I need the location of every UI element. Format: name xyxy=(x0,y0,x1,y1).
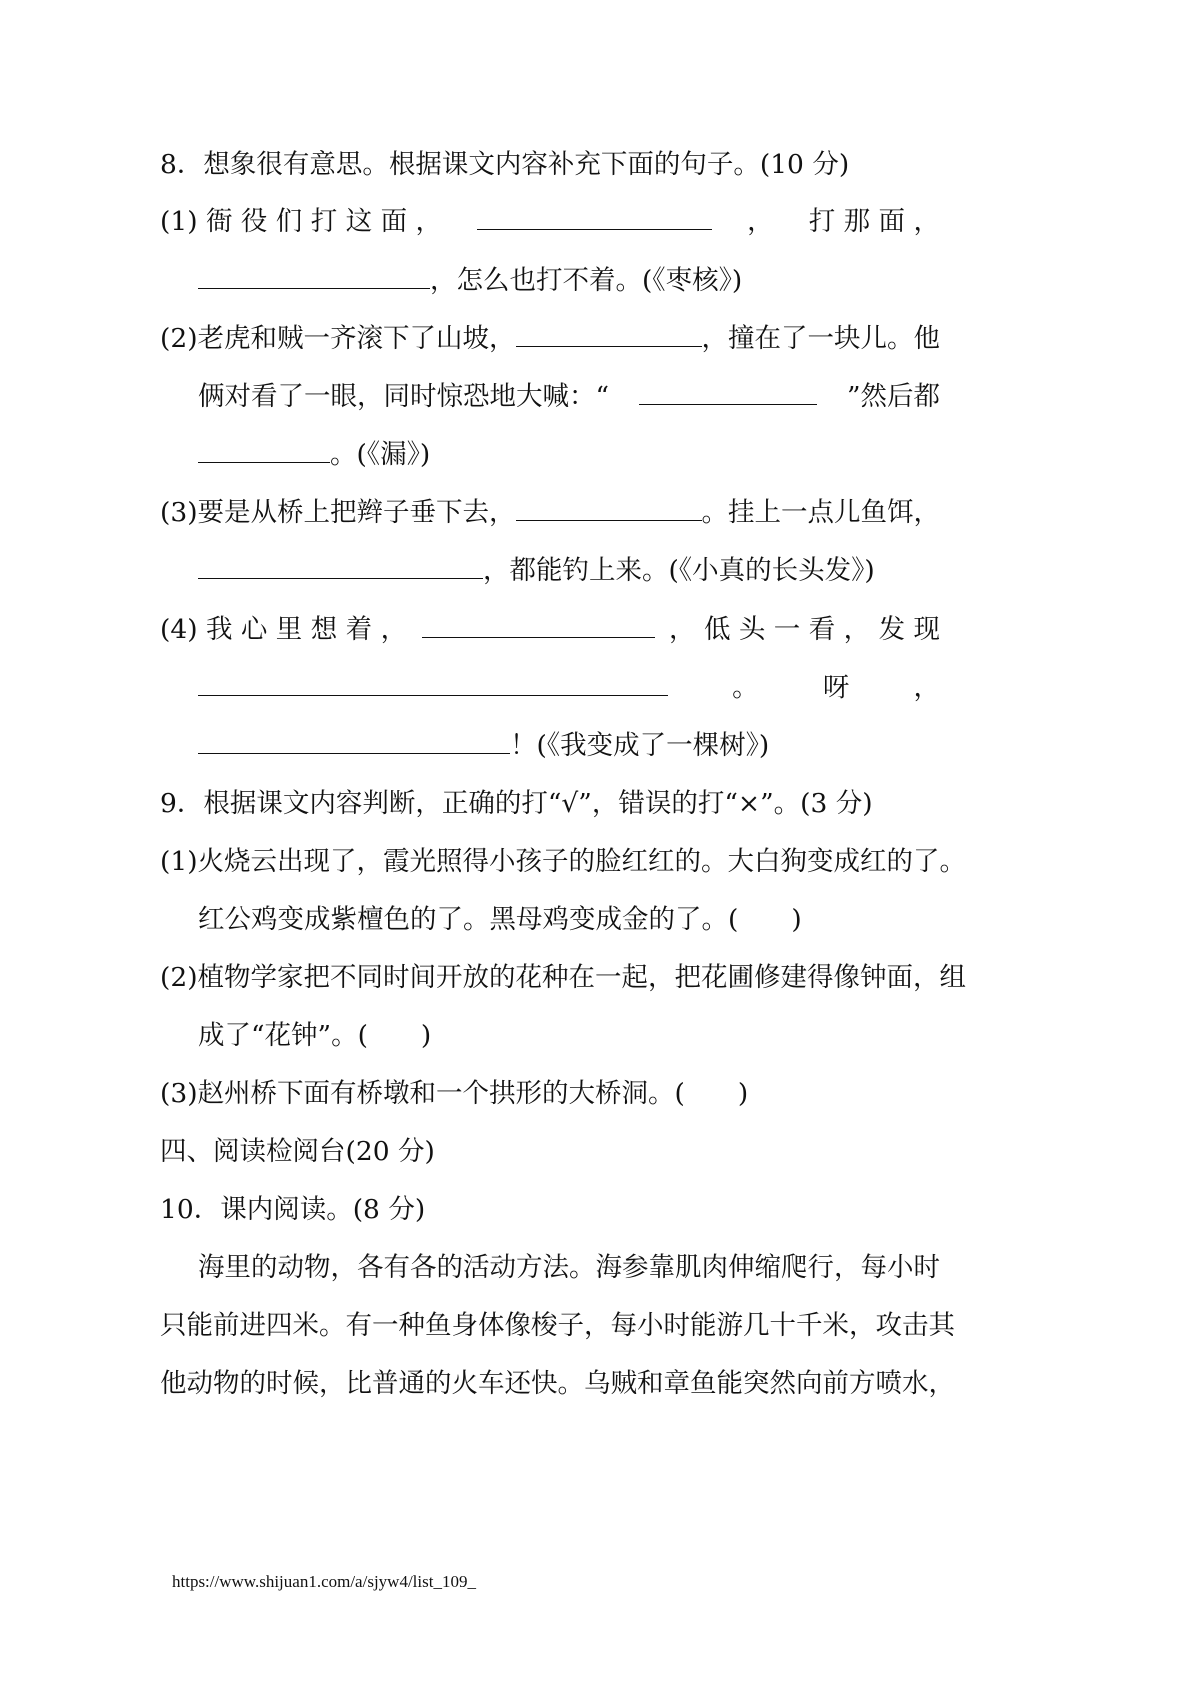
q8-1-blank-2[interactable] xyxy=(198,264,430,289)
q8-4-text-c: 。 xyxy=(732,672,759,703)
q9-item-1-text-a: (1)火烧云出现了，霞光照得小孩子的脸红红的。大白狗变成红的了。 xyxy=(160,846,967,877)
q9-item-3-text: (3)赵州桥下面有桥墩和一个拱形的大桥洞。( ) xyxy=(160,1078,749,1109)
q9-item-2-line-2 xyxy=(198,1019,431,1053)
q8-4-text-a: (4) 我 心 里 想 着 ， xyxy=(160,614,408,645)
q8-1-text-d: ，怎么也打不着。(《枣核》) xyxy=(430,265,743,296)
q8-item-4-line-1 xyxy=(160,613,940,647)
section-4-title-text: 四、阅读检阅台(20 分) xyxy=(160,1136,435,1167)
q8-4-text-d: 呀 xyxy=(822,672,850,703)
q8-item-1-line-1 xyxy=(160,205,940,239)
q8-4-blank-3[interactable] xyxy=(198,729,510,754)
q8-2-blank-2[interactable] xyxy=(639,380,817,405)
question-9-title-text: 9．根据课文内容判断，正确的打“√”，错误的打“×”。(3 分) xyxy=(160,788,873,819)
q8-4-blank-2[interactable] xyxy=(198,671,668,696)
passage-line-1-text: 海里的动物，各有各的活动方法。海参靠肌肉伸缩爬行，每小时 xyxy=(198,1252,940,1283)
q8-item-2-line-2 xyxy=(198,380,940,414)
q8-4-text-e: ， xyxy=(913,672,940,703)
q8-3-text-a: (3)要是从桥上把辫子垂下去， xyxy=(160,497,516,528)
footer-url-text: https://www.shijuan1.com/a/sjyw4/list_109_ xyxy=(172,1572,476,1591)
q8-2-blank-3[interactable] xyxy=(198,438,330,463)
q8-1-text-b: ， xyxy=(747,206,774,237)
q8-3-blank-2[interactable] xyxy=(198,554,483,579)
q9-item-2-line-1 xyxy=(160,961,966,995)
q8-3-text-c: ，都能钓上来。(《小真的长头发》) xyxy=(483,555,875,586)
section-4-title xyxy=(160,1135,435,1169)
q8-1-blank-1[interactable] xyxy=(477,205,712,230)
q8-item-4-line-3 xyxy=(198,729,769,763)
q9-item-3 xyxy=(160,1077,748,1111)
q9-item-2-text-a: (2)植物学家把不同时间开放的花种在一起，把花圃修建得像钟面，组 xyxy=(160,962,967,993)
question-8-title-text: 8．想象很有意思。根据课文内容补充下面的句子。(10 分) xyxy=(160,149,850,180)
question-10-title xyxy=(160,1193,425,1227)
q8-1-text-a: (1) 衙 役 们 打 这 面 ， xyxy=(160,206,443,237)
q8-2-text-a: (2)老虎和贼一齐滚下了山坡， xyxy=(160,323,516,354)
q8-item-2-line-3 xyxy=(198,438,430,472)
q8-2-text-e: 。(《漏》) xyxy=(330,439,431,470)
q8-4-text-f: ！(《我变成了一棵树》) xyxy=(510,730,770,761)
question-9-title xyxy=(160,787,873,821)
q8-4-blank-1[interactable] xyxy=(422,613,655,638)
question-8-title xyxy=(160,148,849,182)
q8-4-text-b: ， 低 头 一 看 ， 发 现 xyxy=(669,614,940,645)
q8-3-blank-1[interactable] xyxy=(516,496,702,521)
passage-line-3-text: 他动物的时候，比普通的火车还快。乌贼和章鱼能突然向前方喷水， xyxy=(160,1368,955,1399)
q8-2-text-d: ”然后都 xyxy=(846,381,940,412)
q8-3-text-b: 。挂上一点儿鱼饵， xyxy=(701,497,940,528)
q8-item-1-line-2 xyxy=(198,264,742,298)
q9-item-1-text-b: 红公鸡变成紫檀色的了。黑母鸡变成金的了。( ) xyxy=(198,904,802,935)
q8-item-3-line-2 xyxy=(198,554,875,588)
q8-item-3-line-1 xyxy=(160,496,940,530)
q8-1-text-c: 打 那 面 ， xyxy=(808,206,940,237)
q9-item-2-text-b: 成了“花钟”。( ) xyxy=(198,1020,432,1051)
q8-2-text-c: 俩对看了一眼，同时惊恐地大喊：“ xyxy=(198,381,610,412)
q8-2-text-b: ，撞在了一块儿。他 xyxy=(701,323,940,354)
passage-line-1 xyxy=(198,1251,940,1285)
passage-line-3 xyxy=(160,1367,955,1401)
passage-line-2 xyxy=(160,1309,955,1343)
question-10-title-text: 10．课内阅读。(8 分) xyxy=(160,1194,426,1225)
q9-item-1-line-2 xyxy=(198,903,802,937)
q9-item-1-line-1 xyxy=(160,845,966,879)
q8-item-4-line-2 xyxy=(198,671,940,705)
footer-url[interactable] xyxy=(172,1571,476,1593)
q8-item-2-line-1 xyxy=(160,322,940,356)
q8-2-blank-1[interactable] xyxy=(516,322,702,347)
passage-line-2-text: 只能前进四米。有一种鱼身体像梭子，每小时能游几十千米，攻击其 xyxy=(160,1310,955,1341)
